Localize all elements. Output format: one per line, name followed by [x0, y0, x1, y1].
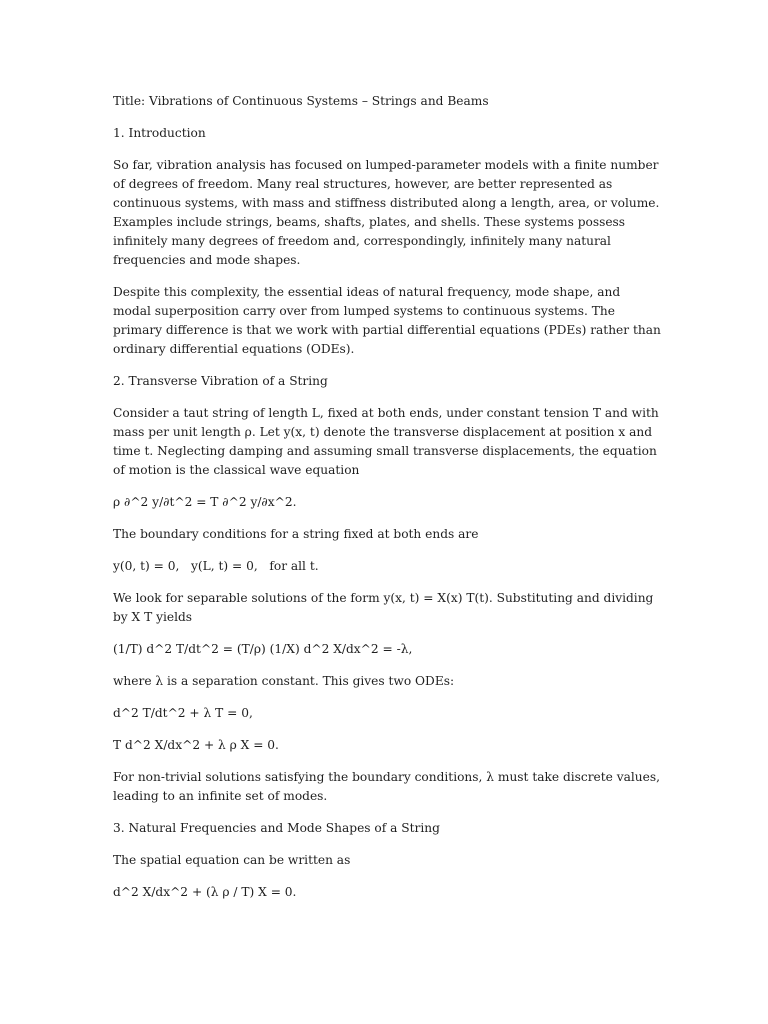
nontrivial-solutions-text: For non-trivial solutions satisfying the boundary conditions, λ must take discrete values, leading to an infinite set of modes.	[113, 770, 660, 803]
section-heading-string: 2. Transverse Vibration of a String	[113, 374, 328, 388]
separated-equation: (1/T) d^2 T/dt^2 = (T/ρ) (1/X) d^2 X/dx^2 = -λ,	[113, 642, 413, 656]
document-title: Title: Vibrations of Continuous Systems – Strings and Beams	[113, 94, 489, 108]
section-heading-introduction: 1. Introduction	[113, 126, 206, 140]
string-paragraph: Consider a taut string of length L, fixed at both ends, under constant tension T and with mass per unit length ρ. Let y(x, t) denote the transverse displacement at position x and time t. Neglecting damping and assuming small transverse displacements, the equation of motion is the classical wave equation	[113, 406, 659, 477]
intro-paragraph-2: Despite this complexity, the essential ideas of natural frequency, mode shape, and modal superposition carry over from lumped systems to continuous systems. The primary difference is that we work with partial differential equations (PDEs) rather than ordinary differential equations (ODEs).	[113, 285, 661, 356]
separable-solution-intro: We look for separable solutions of the form y(x, t) = X(x) T(t). Substituting and dividing by X T yields	[113, 591, 654, 624]
intro-paragraph-1: So far, vibration analysis has focused on lumped-parameter models with a finite number of degrees of freedom. Many real structures, however, are better represented as continuous systems, with mass and stiffness distributed along a length, area, or volume. Examples include strings, beams, shafts, plates, and shells. These systems possess infinitely many degrees of freedom and, correspondingly, infinitely many natural frequencies and mode shapes.	[113, 158, 660, 267]
section-heading-natural-frequencies: 3. Natural Frequencies and Mode Shapes of a String	[113, 821, 440, 835]
time-ode: d^2 T/dt^2 + λ T = 0,	[113, 706, 253, 720]
boundary-conditions-intro: The boundary conditions for a string fixed at both ends are	[113, 527, 479, 541]
space-ode: T d^2 X/dx^2 + λ ρ X = 0.	[113, 738, 279, 752]
spatial-equation: d^2 X/dx^2 + (λ ρ / T) X = 0.	[113, 885, 297, 899]
separation-constant-text: where λ is a separation constant. This gives two ODEs:	[113, 674, 455, 688]
document-page	[113, 92, 661, 915]
spatial-equation-intro: The spatial equation can be written as	[113, 853, 351, 867]
boundary-conditions-equation: y(0, t) = 0, y(L, t) = 0, for all t.	[113, 559, 319, 573]
wave-equation: ρ ∂^2 y/∂t^2 = T ∂^2 y/∂x^2.	[113, 495, 297, 509]
